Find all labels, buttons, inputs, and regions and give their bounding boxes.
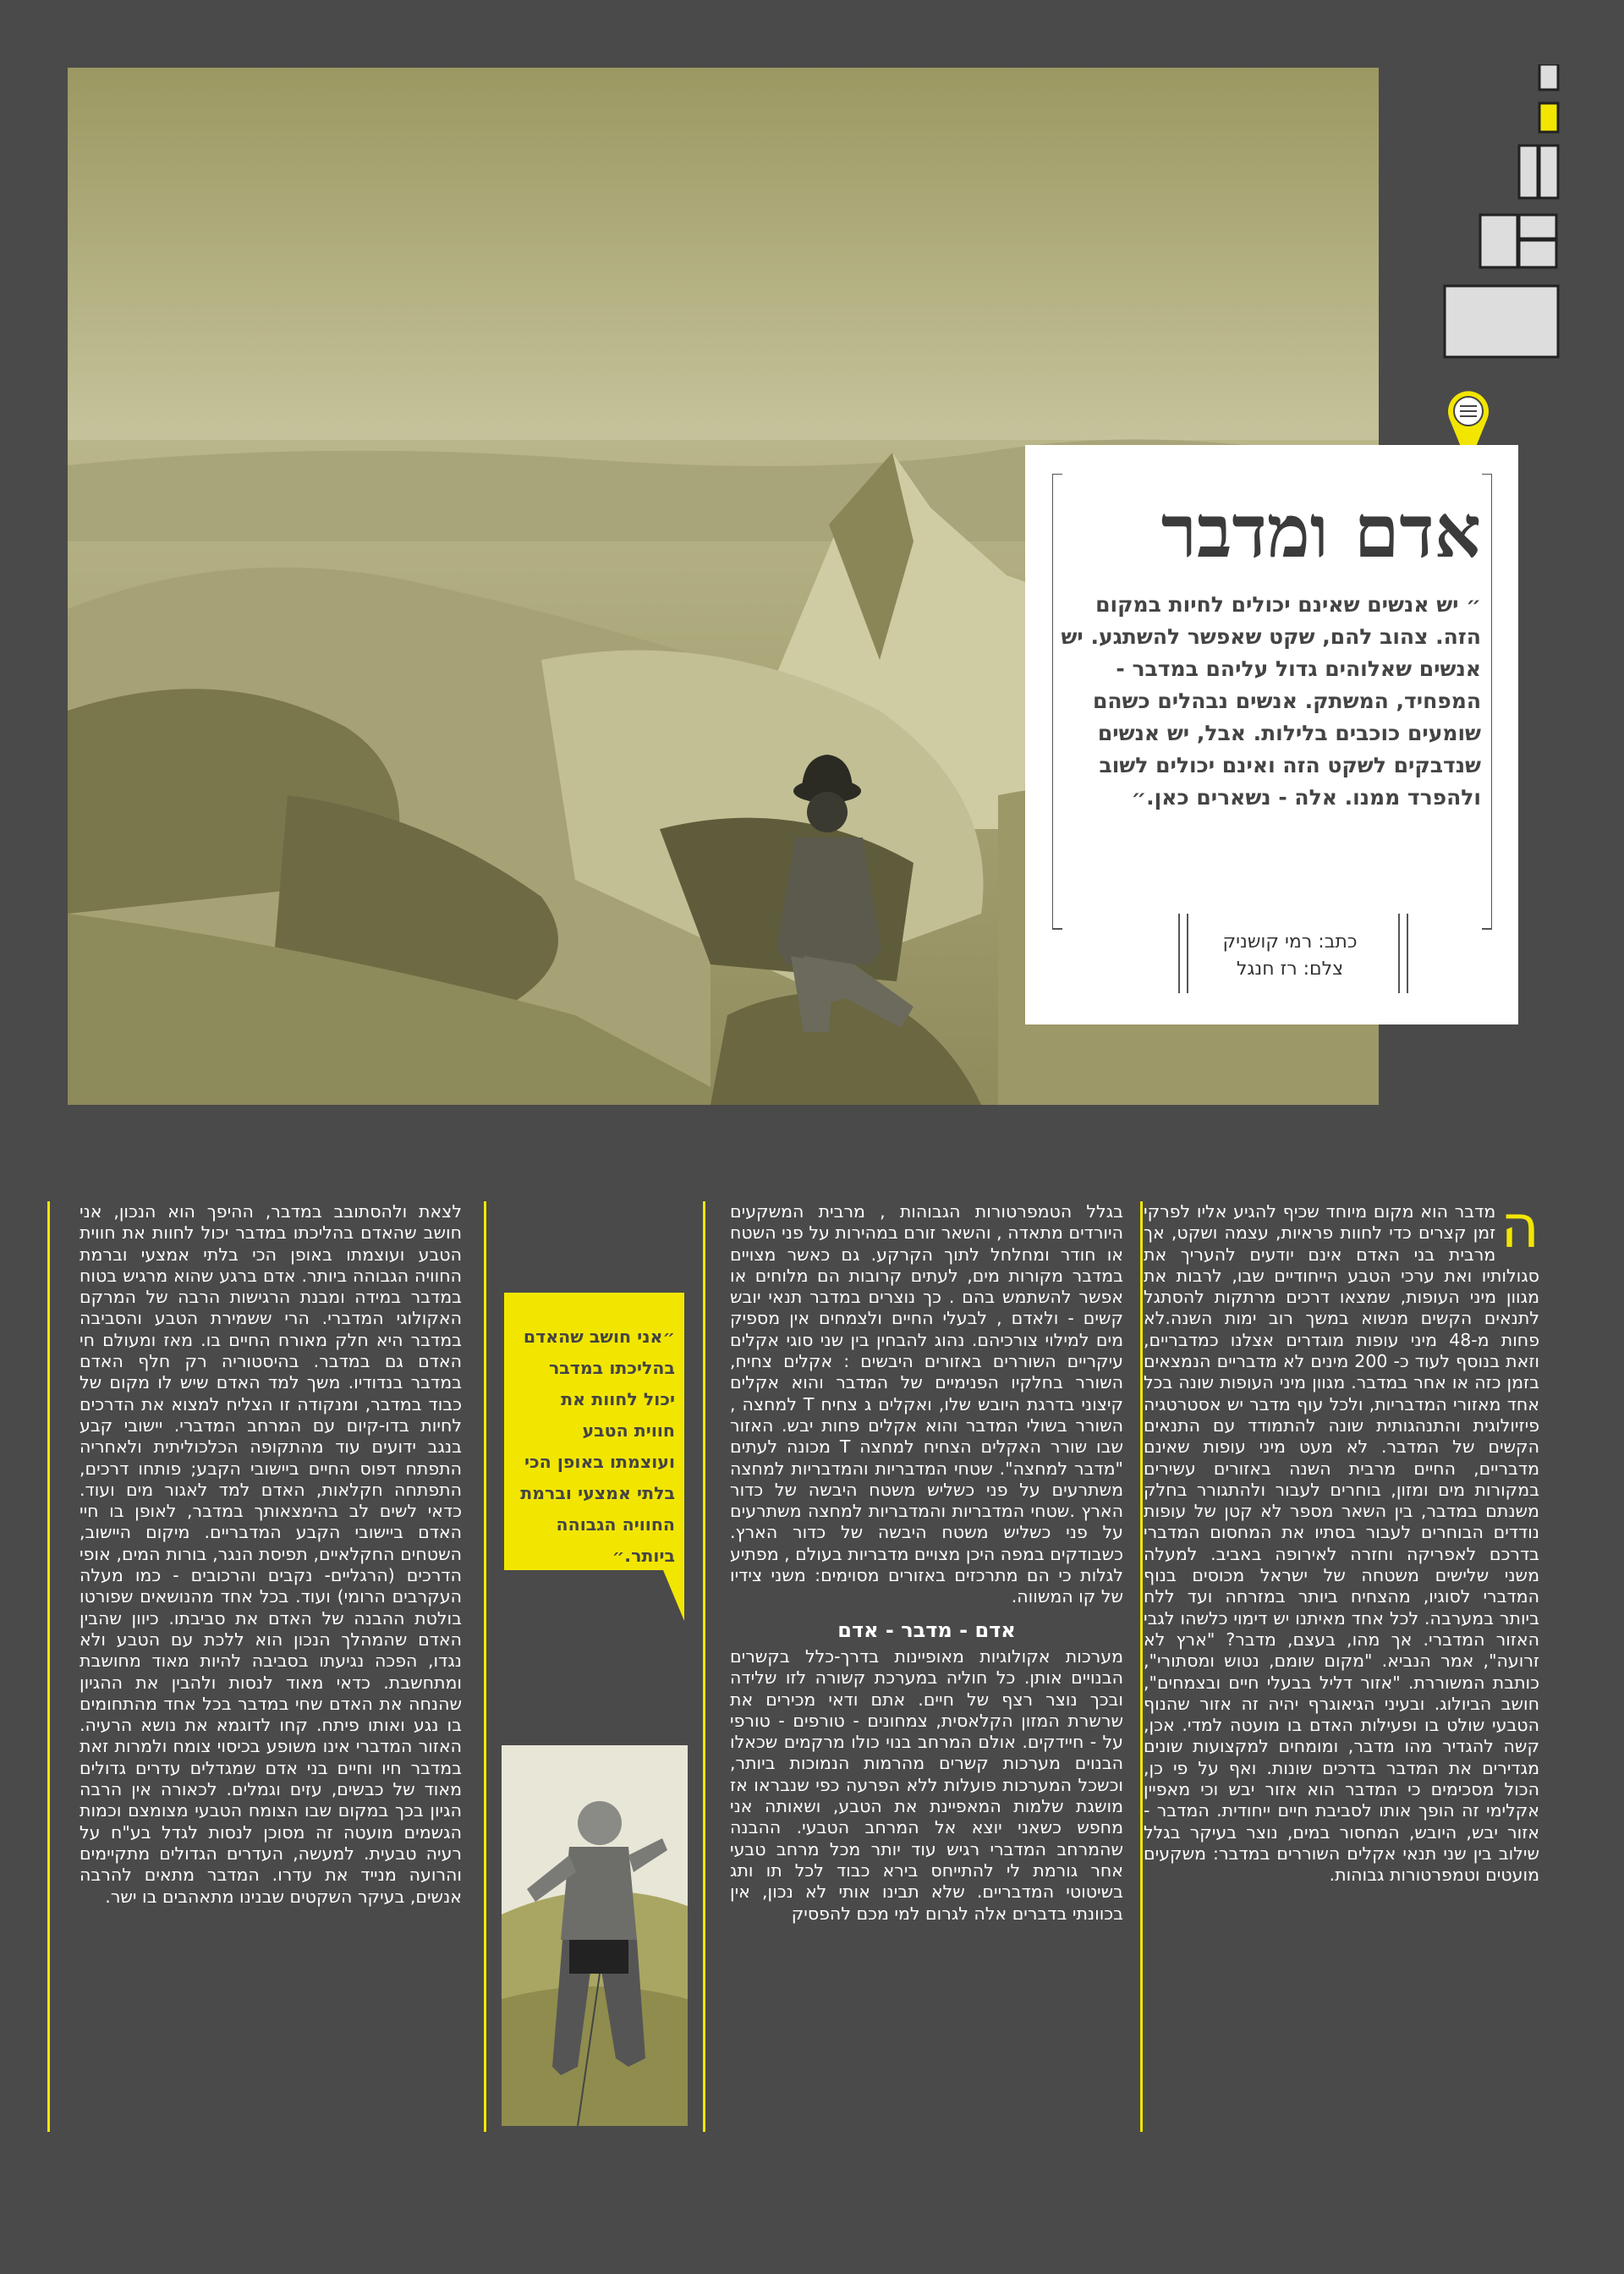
climber-photo bbox=[502, 1745, 688, 2126]
article-title: אדם ומדבר bbox=[1160, 489, 1481, 574]
title-card bbox=[1025, 445, 1518, 1024]
article-column-1 bbox=[1144, 1201, 1539, 2132]
column-3-text: לצאת ולהסתובב במדבר, ההיפך הוא הנכון, אני חושב שהאדם בהליכתו במדבר יכול לחוות את חווית הטבע ועוצמתו באופן הכי בלתי אמצעי וברמת החוויה הגבוהה ביותר. אדם ברגע שהוא מרגיש בטוח במדבר במידה ומבנת הרגישות הרבה של המרקם האקולוגי המדברי. הרי ששמירת הטבע והסביבה במדבר היא חלק מאורח החיים בו. מאז ומעולם חי האדם גם במדבר. בהיסטוריה רק חלף האדם במדבר בנדודיו. משך למד האדם שיש לו מקום של כבוד במדבר, ומנקודה זו הצליח למצוא את הדרכים לחיות בדו-קיום עם המרחב המדברי. יישובי קבע בנגב ידועים עוד מהתקופה הכלכוליתית ולאחריה התפתח דפוס החיים ביישובי הקבע; פותחו דרכים, התפתחה חקלאות, האדם למד לאגור מים ועוד. כדאי לשים לב בהימצאותך במדבר, לאופן בו חיי האדם ביישובי הקבע המדבריים. מיקום היישוב, השטחים החקלאיים, תפיסת הנגר, בורות המים, אופי הדרכים (הרגליים- נקבים והרכובים - כמו מעלה העקרבים הרומי) ועוד. בכל אחד מהנושאים שפורטו בולטת ההבנה של האדם את סביבתו. כיוון שהבין האדם שהמהלך הנכון הוא ללכת עם הטבע ולא נגדו, הפכה נגיעתו בסביבה להיות מאוד מחושבת ומתחשבת. כדאי מאוד לנסות ולהבין את ההגיון שהנחה את האדם שחי במדבר בכל אחד מהתחומים בו נגע ואותו פיתח. קחו לדוגמא את נושא הרעיה. האזור המדברי אינו משופע בכיסוי צומח ולמרות זאת במדבר חיו וחיים בני אדם שמגדלים עדרים גדולים מאוד של כבשים, עזים וגמלים. לכאורה אין הרבה הגיון בכך במקום שבו הצומח הטבעי מצומצם וכמות הגשמים מועטה זה מסוכן לנסות לגדל בע"ח על רעיה טבעית. למעשה, העדרים הגדולים מתקיימים והרועה מנייד את עדרו. המדבר מתאים להרבה אנשים, בעיקר השקטים שבנינו מתאהבים בו ישר. bbox=[80, 1201, 462, 1907]
column-2-text-a: בגלל הטמפרטורות הגבוהות , מרבית המשקעים היורדים מתאדה , והשאר זורם במהירות על פני השטח או חודר ומחלחל לתוך הקרקע. גם כאשר מצויים במדבר מקורות מים, לעתים קרובות הם מלוחים או אפשר להשתמש בהם . כך נוצרים במדבר תנאי יובש קשים - ולאדם , לבעלי החיים ולצמחים אין מספיק מים למילוי צורכיהם. נהוג להבחין בין שני סוגי אקלים עיקריים השוררים באזורים היבשים : אקלים צחיח, השורר בחלקיו הפנימיים של המדבר והוא אקלים קיצוני בדרגת היובש שלו, ואקלים ג צחיח T למחצה , השורר בשולי המדבר והוא אקלים פחות יבש. האזור שבו שורר האקלים הצחיח למחצה T מכונה לעתים "מדבר למחצה". שטחי המדבריות והמדבריות למחצה משתרעים על פני כשליש משטח היבשה של כדור הארץ .שטחי המדבריות והמדבריות למחצה משתרעים על פני כשליש משטח היבשה של כדור הארץ. כשבודקים במפה היכן מצויים מדבריות בעולם , מפתיע לגלות כי הם מתרכזים באזורים מסוימים: משני צידיו של קו המשווה. bbox=[730, 1201, 1123, 1607]
column-rule bbox=[703, 1201, 705, 2132]
column-1-text: מדבר הוא מקום מיוחד שכיף להגיע אליו לפרקי זמן קצרים כדי לחוות פראיות, עצמה ושקט, אך מרבית בני האדם אינם יודעים להעריך את סגולותיו ואת ערכי הטבע הייחודיים שבו, לרבות את מגוון מיני העופות, שמצאו דרכים מרתקות להסתגל לתנאים הקשים מנשוא במשך רוב ימות השנה.לא פחות מ-48 מיני עופות מוגדרים אצלנו כמדבריים, וזאת בנוסף לעוד כ- 200 מינים לא מדבריים הנמצאים בזמן כזה או אחר במדבר. מגוון מיני העופות שונה בכל אחד מאזורי המדבריות, ולכל עוף מדבר יש אסטרטגיה פיזיולוגית והתנהגותית שונה להתמודד עם התנאים הקשים של המדבר. לא מעט מיני עופות שאינם מדבריים, החיים מרבית השנה באזורים עשירים במקורות מים ומזון, בוחרים לעבור ולהתגורר בחלק משנתם במדבר, בין השאר מספר לא קטן של עופות נודדים הבוחרים לעבור בסתיו את המחסום המדברי בדרכם לאפריקה וחזרה לאירופה באביב. למעלה משני שלישים משטחה של ישראל מכוסים בנוף המדברי לסוגיו, מהצחיח ביותר במזרחה ועד ללח ביותר במערבה. לכל אחד מאיתנו יש דימוי כלשהו לגבי האזור המדברי. אך מהו, בעצם, מדבר? "ארץ לא זרועה", אמר הנביא. "מקום שומם, נטוש ומסתורי", כותבת המשוררת. "אזור דליל בבעלי חיים ובצמחים", חושב הביולוג. ובעיני הגיאוגרף יהיה זה אזור שהנוף הטבעי שולט בו ופעילות האדם בו מועטה למדי. אכן, קשה להגדיר מהו מדבר, ומומחים למקצועות שונים מגדירים את המדבר בדרכים שונות. ואף על פי כן, הכול מסכימים כי המדבר הוא אזור יבש וכי מאפיין אקלימי זה הופך אותו לסביבת חיים ייחודית. המדבר - אזור יבש, היובש, המחסור במים, נוצר בעיקר בגלל שילוב בין שני תנאי אקלים השוררים במדבר: משקעים מועטים וטמפרטורות גבוהות. bbox=[1144, 1201, 1539, 1886]
column-2-text-b: מערכות אקולוגיות מאופיינות בדרך-כלל בקשרים הבנויים אותן. כל חוליה במערכת קשורה לזו שלידה ובכך נוצר רצף של חיים. אתם ודאי מכירים את שרשרת המזון הקלאסית, צמחונים - טורפים - טורפי על - חיידקים. אולם המרחב בנוי כולו מרקמים שכאלו הבנוים מערכות קשרים מהרמות הנמוכות ביותר, וכשכל המערכות פועלות ללא הפרעה כפי שנבראו אז מושגת שלמות המאפיינת את הטבע, ושאותה אני מחפש כשאני יוצא אל המרחב הטבעי. ההבנה שהמרחב המדברי רגיש עוד יותר מכל מרחב טבעי אחר גורמת לי להתייחס בירא כבוד לכל תו ותג בשיטוטי המדבריים. שלא תבינו אותי לא נכון, אין בכוונתי בדברים אלה לגרום למי מכם להפסיק bbox=[730, 1645, 1123, 1924]
column-rule bbox=[47, 1201, 50, 2132]
column-rule bbox=[1140, 1201, 1143, 2132]
section-subheading: אדם - מדבר - אדם bbox=[837, 1618, 1016, 1642]
pull-quote-box bbox=[504, 1293, 684, 1621]
column-rule bbox=[484, 1201, 486, 2132]
drop-cap: ה bbox=[1501, 1201, 1539, 1261]
credits bbox=[1182, 929, 1397, 983]
article-column-2 bbox=[730, 1201, 1123, 2132]
article-column-3 bbox=[80, 1201, 462, 2132]
pull-quote-text: ״אני חושב שהאדם בהליכתו במדבר יכול לחוות את חווית הטבע ועוצמתו באופן הכי בלתי אמצעי וברמת החוויה הגבוהה ביותר.״ bbox=[520, 1326, 675, 1566]
opening-quote: ״ יש אנשים שאינם יכולים לחיות במקום הזה. צהוב להם, שקט שאפשר להשתגע. יש אנשים שאלוהים גדול עליהם במדבר - המפחיד, המשתק. אנשים נבהלים כשהם שומעים כוכבים בלילות. אבל, יש אנשים שנדבקים לשקט הזה ואינם יכולים לשוב ולהפרד ממנו. אלה - נשארים כאן.״ bbox=[1061, 592, 1481, 810]
photographer-credit: צלם: רז חנגל bbox=[1236, 958, 1344, 980]
decorative-blocks-logo bbox=[1443, 64, 1561, 360]
writer-credit: כתב: רמי קושניק bbox=[1222, 931, 1358, 953]
